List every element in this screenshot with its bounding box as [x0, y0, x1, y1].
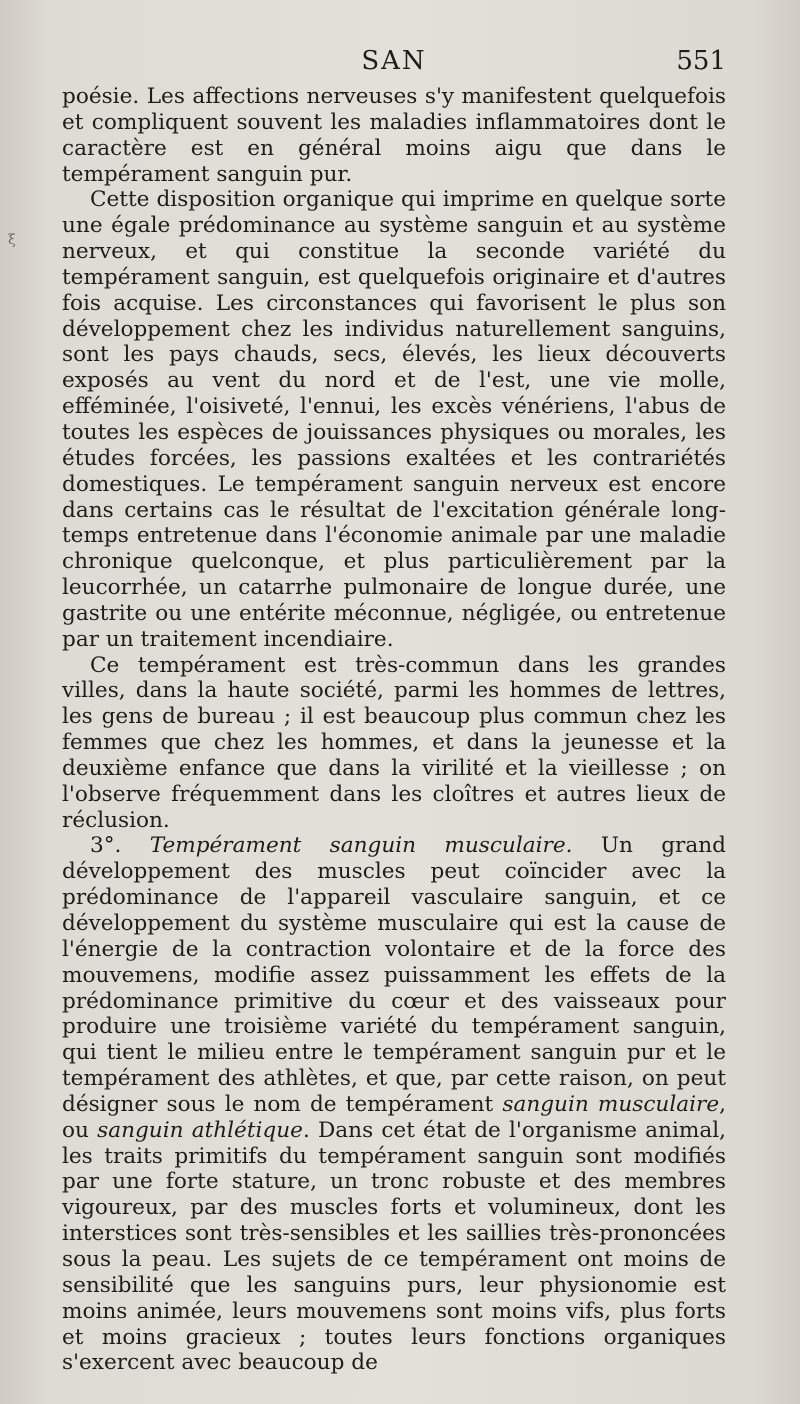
section-muscular	[62, 833, 726, 1376]
term-connector: , ou	[62, 1091, 726, 1143]
section-text-2: . Dans cet état de l'organisme animal, les traits primitifs du tempérament sanguin sont modifiés par une forte stature, un tronc robuste et des membres vigoureux, par des muscles forts et volumineux, dont les interstices sont très-sensibles et les saillies très-prononcées sous la peau. Les sujets de ce tempérament ont moins de sensibilité que les sanguins purs, leur physionomie est moins animée, leurs mouvemens sont moins vifs, plus forts et moins gracieux ; toutes leurs fonctions organiques s'exercent avec beaucoup de	[62, 1117, 726, 1376]
running-head: SAN	[361, 46, 427, 76]
page-header	[62, 44, 726, 84]
term-sanguin-musculaire: sanguin musculaire	[502, 1091, 720, 1117]
paragraph-disposition: Cette disposition organique qui imprime en quelque sorte une égale prédominance au système sanguin et au système nerveux, et qui constitue la seconde variété du tempérament sanguin, est quelquefois originaire et d'autres fois acquise. Les circonstances qui favorisent le plus son développement chez les individus naturellement sanguins, sont les pays chauds, secs, élevés, les lieux découverts exposés au vent du nord et de l'est, une vie molle, efféminée, l'oisiveté, l'ennui, les excès vénériens, l'abus de toutes les espèces de jouissances physiques ou morales, les études forcées, les passions exaltées et les contrariétés domestiques. Le tempérament sanguin nerveux est encore dans certains cas le résultat de l'excitation générale long-temps entretenue dans l'économie animale par une maladie chronique quelconque, et plus particulièrement par la leucorrhée, un catarrhe pulmonaire de longue durée, une gastrite ou une entérite méconnue, négligée, ou entretenue par un traitement incendiaire.	[62, 187, 726, 652]
paragraph-prevalence: Ce tempérament est très-commun dans les grandes villes, dans la haute société, parmi les hommes de lettres, les gens de bureau ; il est beaucoup plus commun chez les femmes que chez les hommes, et dans la jeunesse et la deuxième enfance que dans la virilité et la vieillesse ; on l'observe fréquemment dans les cloîtres et autres lieux de réclusion.	[62, 652, 726, 833]
section-text-1: Un grand développement des muscles peut coïncider avec la prédominance de l'appareil vasculaire sanguin, et ce développement du système musculaire qui est la cause de l'énergie de la contraction volontaire et de la force des mouvemens, modifie assez puissamment les effets de la prédominance primitive du cœur et des vaisseaux pour produire une troisième variété du tempérament sanguin, qui tient le milieu entre le tempérament sanguin pur et le tempérament des athlètes, et que, par cette raison, on peut désigner sous le nom de tempérament	[62, 833, 726, 1117]
margin-mark: ξ	[8, 232, 16, 248]
term-sanguin-athletique: sanguin athlétique	[97, 1117, 303, 1143]
body-text	[62, 84, 726, 1376]
section-number: 3°.	[90, 833, 122, 859]
page-number: 551	[676, 46, 726, 76]
section-heading: Tempérament sanguin musculaire.	[149, 833, 573, 859]
paragraph-continued: poésie. Les affections nerveuses s'y manifestent quelquefois et compliquent souvent les maladies inflammatoires dont le caractère est en général moins aigu que dans le tempérament sanguin pur.	[62, 84, 726, 187]
